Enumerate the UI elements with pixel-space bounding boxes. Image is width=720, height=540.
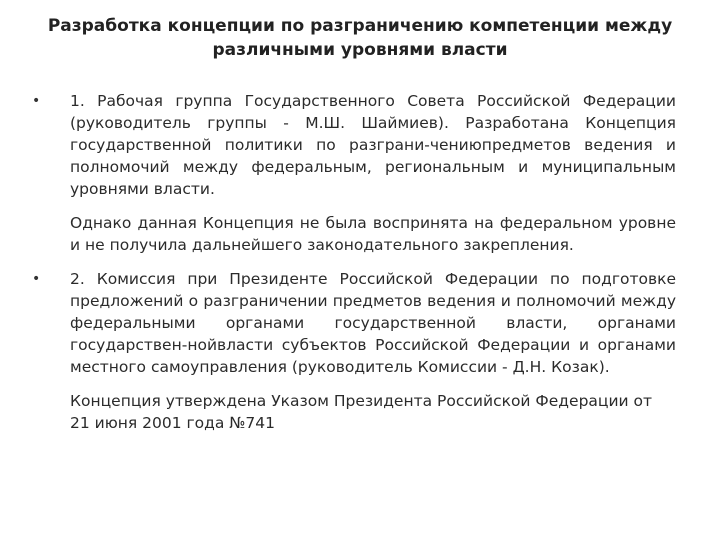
slide-title xyxy=(40,14,680,62)
bullet-item-2 xyxy=(30,268,676,378)
bullet-item-1 xyxy=(30,90,676,200)
bullet-item-2-text: 2. Комиссия при Президенте Российской Федерации по подготовке предложений о разграничении предметов ведения и полномочий между федеральными органами государственной власти, органами государствен-нойвласти субъектов Российской Федерации и органами местного самоуправления (руководитель Комиссии - Д.Н. Козак). xyxy=(70,270,676,376)
bullet-item-1-text: 1. Рабочая группа Государственного Совета Российской Федерации (руководитель группы - М.Ш. Шаймиев). Разработана Концепция государственной политики по разграни-чениюпредметов ведения и полномочий между федеральным, региональным и муниципальным уровнями власти. xyxy=(70,92,676,198)
paragraph-1: Однако данная Концепция не была воспринята на федеральном уровне и не получила дальнейшего законодательного закрепления. xyxy=(70,214,676,254)
title-line-2: различными уровнями власти xyxy=(212,40,508,60)
slide-content xyxy=(30,90,676,434)
bullet-marker-2: • xyxy=(32,271,41,287)
title-line-1: Разработка концепции по разграничению компетенции между xyxy=(47,16,673,36)
bullet-marker-1: • xyxy=(32,93,41,109)
paragraph-2: Концепция утверждена Указом Президента Российской Федерации от 21 июня 2001 года №741 xyxy=(70,392,653,432)
